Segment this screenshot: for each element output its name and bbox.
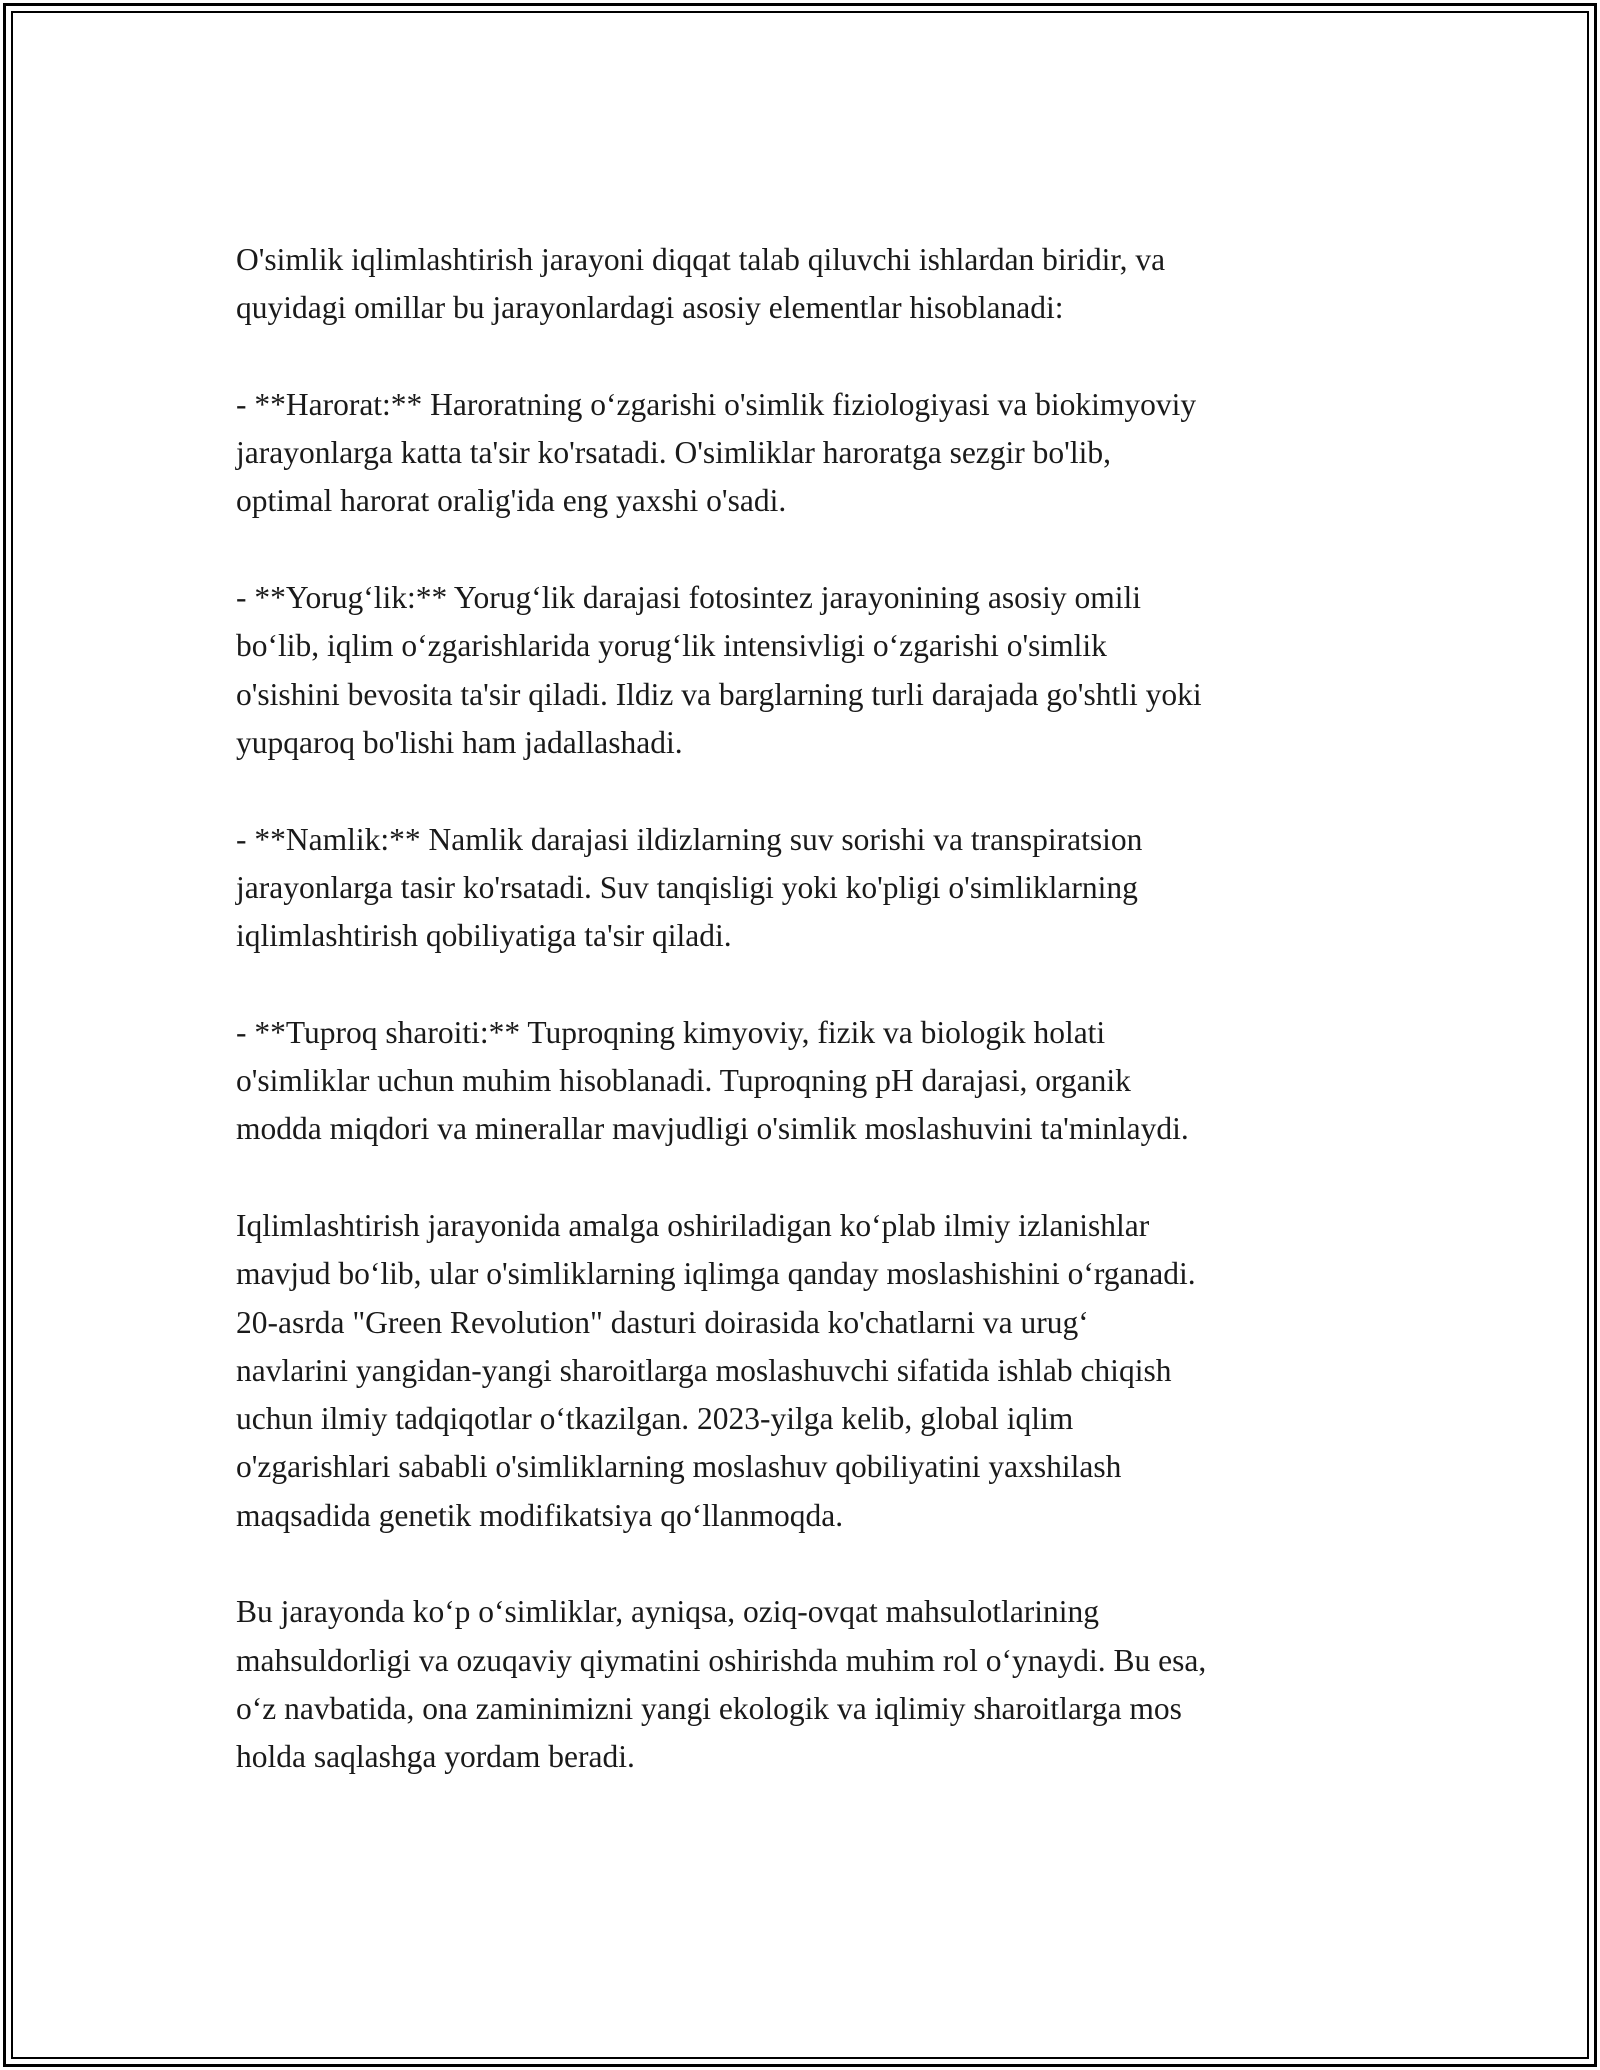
namlik-paragraph: - **Namlik:** Namlik darajasi ildizlarning suv sorishi va transpiratsion jarayonlarga tasir ko'rsatadi. Suv tanqisligi yoki ko'pligi o'simliklarning iqlimlashtirish qobiliyatiga ta'sir qiladi. [236,821,1143,954]
yoruglik-paragraph: - **Yorugʻlik:** Yorugʻlik darajasi fotosintez jarayonining asosiy omili boʻlib, iqlim oʻzgarishlarida yorugʻlik intensivligi oʻzgarishi o'simlik o'sishini bevosita ta'sir qiladi. Ildiz va barglarning turli darajada go'shtli yoki yupqaroq bo'lishi ham jadallashadi. [236,580,1202,760]
harorat-paragraph: - **Harorat:** Haroratning oʻzgarishi o'simlik fiziologiyasi va biokimyoviy jarayonlarga katta ta'sir ko'rsatadi. O'simliklar haroratga sezgir bo'lib, optimal harorat oralig'ida eng yaxshi o'sadi. [236,386,1197,519]
research-paragraph: Iqlimlashtirish jarayonida amalga oshiriladigan koʻplab ilmiy izlanishlar mavjud boʻlib, ular o'simliklarning iqlimga qanday moslashishini oʻrganadi. 20-asrda "Green Revolution" dasturi doirasida ko'chatlarni va urugʻ navlarini yangidan-yangi sharoitlarga moslashuvchi sifatida ishlab chiqish uchun ilmiy tadqiqotlar oʻtkazilgan. 2023-yilga kelib, global iqlim o'zgarishlari sababli o'simliklarning moslashuv qobiliyatini yaxshilash maqsadida genetik modifikatsiya qoʻllanmoqda. [236,1207,1196,1533]
intro-paragraph: O'simlik iqlimlashtirish jarayoni diqqat talab qiluvchi ishlardan biridir, va quyidagi omillar bu jarayonlardagi asosiy elementlar hisoblanadi: [236,242,1166,326]
conclusion-paragraph: Bu jarayonda koʻp oʻsimliklar, ayniqsa, oziq-ovqat mahsulotlarining mahsuldorligi va ozuqaviy qiymatini oshirishda muhim rol oʻynaydi. Bu esa, oʻz navbatida, ona zaminimizni yangi ekologik va iqlimiy sharoitlarga mos holda saqlashga yordam beradi. [236,1594,1207,1775]
document-body [236,236,1386,1782]
tuproq-paragraph: - **Tuproq sharoiti:** Tuproqning kimyoviy, fizik va biologik holati o'simliklar uchun muhim hisoblanadi. Tuproqning pH darajasi, organik modda miqdori va minerallar mavjudligi o'simlik moslashuvini ta'minlaydi. [236,1014,1189,1147]
